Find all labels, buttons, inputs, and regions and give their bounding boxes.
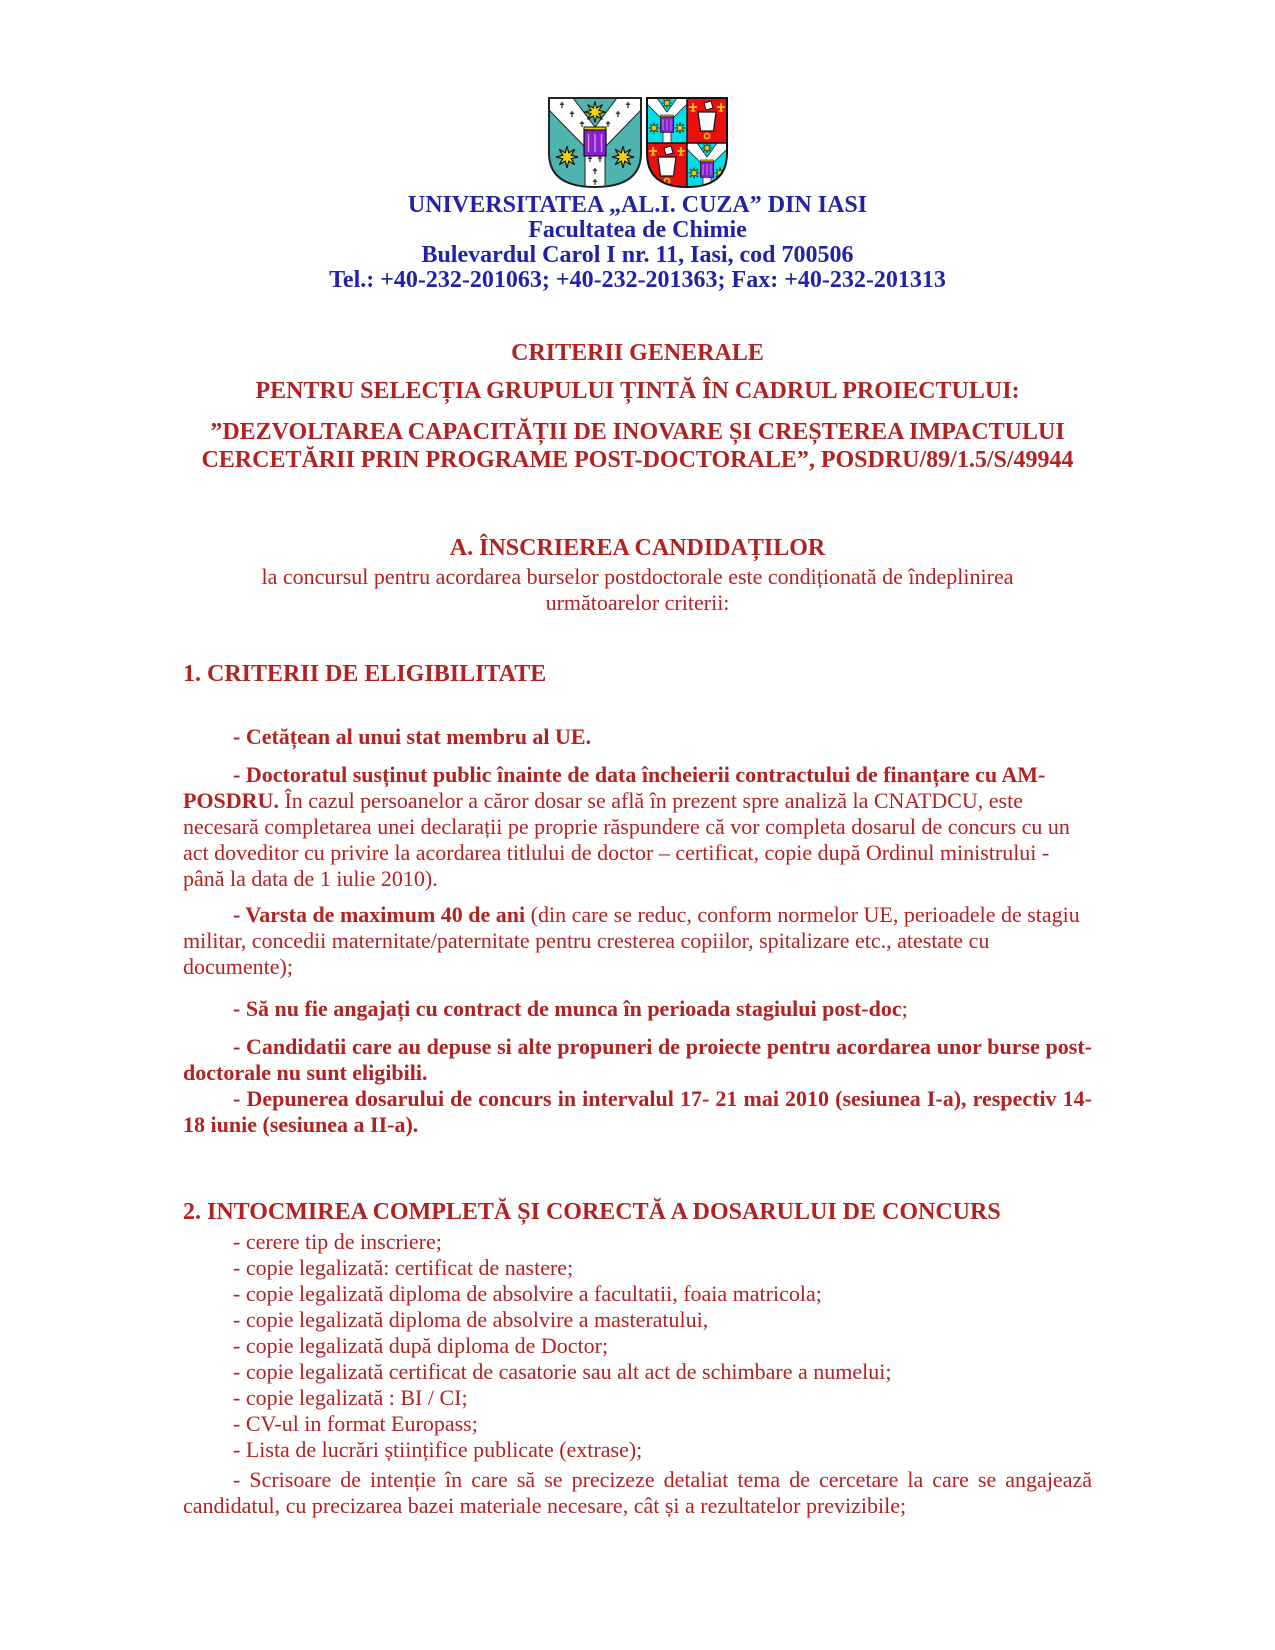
dossier-item-marriage-certificate: - copie legalizată certificat de casatorie sau alt act de schimbare a numelui;	[233, 1359, 892, 1384]
eligibility-item-doctorate	[183, 762, 1092, 892]
phone-fax-line: Tel.: +40-232-201063; +40-232-201363; Fax: +40-232-201313	[329, 267, 946, 293]
dossier-item-id-copy: - copie legalizată : BI / CI;	[233, 1385, 468, 1410]
eligibility-item-other-proposals	[183, 1034, 1092, 1086]
eligibility-item-contract-regular: ;	[901, 996, 908, 1021]
eligibility-item-doctorate-regular: În cazul persoanelor a căror dosar se află în prezent spre analiză la CNATDCU, este necesară completarea unei declarații pe proprie răspundere că vor completa dosarul de concurs cu un act doveditor cu privire la acordarea titlului de doctor – certificat, copie după Ordinul ministrului - până la data de 1 iulie 2010).	[183, 788, 1070, 891]
eligibility-item-contract-bold: - Să nu fie angajați cu contract de munca în perioada stagiului post-doc	[233, 996, 902, 1021]
section-2-heading: 2. INTOCMIREA COMPLETĂ ȘI CORECTĂ A DOSARULUI DE CONCURS	[183, 1199, 1001, 1225]
eligibility-item-deadline	[183, 1086, 1092, 1138]
eligibility-item-citizen-bold: - Cetățean al unui stat membru al UE.	[233, 724, 592, 749]
title-line-general: CRITERII GENERALE	[511, 340, 764, 366]
eligibility-item-other-proposals-bold: - Candidatii care au depuse si alte propuneri de proiecte pentru acordarea unor burse post-doctorale nu sunt eligibili.	[183, 1034, 1092, 1085]
dossier-item-intent-letter: - Scrisoare de intenție în care să se precizeze detaliat tema de cercetare la care se angajează candidatul, cu precizarea bazei materiale necesare, cât și a rezultatelor previzibile;	[183, 1467, 1092, 1518]
section-a-subtitle-2: următoarelor criterii:	[545, 590, 730, 615]
university-shield-icon	[547, 97, 643, 189]
dossier-item-application: - cerere tip de inscriere;	[233, 1229, 442, 1254]
dossier-item-publications: - Lista de lucrări științifice publicate (extrase);	[233, 1437, 643, 1462]
eligibility-item-age	[183, 902, 1092, 980]
section-a	[183, 534, 1092, 616]
section-a-subtitle-1: la concursul pentru acordarea burselor postdoctorale este condiționată de îndeplinirea	[261, 564, 1014, 589]
university-logo	[183, 97, 1092, 189]
section-a-heading: A. ÎNSCRIEREA CANDIDAȚILOR	[449, 535, 826, 561]
title-line-selection: PENTRU SELECȚIA GRUPULUI ȚINTĂ ÎN CADRUL PROIECTULUI:	[255, 378, 1020, 404]
document-title	[183, 339, 1092, 474]
dossier-item-master-diploma: - copie legalizată diploma de absolvire a masteratului,	[233, 1307, 709, 1332]
address-line: Bulevardul Carol I nr. 11, Iasi, cod 700506	[421, 242, 854, 268]
dossier-document-list	[183, 1229, 1092, 1463]
faculty-shield-icon	[646, 97, 728, 189]
faculty-name: Facultatea de Chimie	[528, 217, 747, 243]
eligibility-item-deadline-bold: - Depunerea dosarului de concurs in intervalul 17- 21 mai 2010 (sesiunea I-a), respectiv 14-18 iunie (sesiunea a II-a).	[183, 1086, 1092, 1137]
letterhead	[183, 193, 1092, 293]
title-line-project-1: ”DEZVOLTAREA CAPACITĂȚII DE INOVARE ȘI CREȘTEREA IMPACTULUI	[210, 419, 1065, 445]
title-line-project-2: CERCETĂRII PRIN PROGRAME POST-DOCTORALE”, POSDRU/89/1.5/S/49944	[201, 447, 1074, 473]
section-1-heading: 1. CRITERII DE ELIGIBILITATE	[183, 661, 547, 687]
university-name: UNIVERSITATEA „AL.I. CUZA” DIN IASI	[407, 192, 868, 218]
eligibility-item-citizen	[183, 724, 1092, 750]
dossier-item-birth-certificate: - copie legalizată: certificat de nastere;	[233, 1255, 574, 1280]
eligibility-item-age-regular: (din care se reduc, conform normelor UE, perioadele de stagiu militar, concedii maternitate/paternitate pentru cresterea copiilor, spitalizare etc., atestate cu documente);	[183, 902, 1080, 979]
eligibility-item-age-bold: - Varsta de maximum 40 de ani	[233, 902, 526, 927]
eligibility-item-doctorate-bold: - Doctoratul susținut public înainte de data încheierii contractului de finanțare cu AM-POSDRU.	[183, 762, 1046, 813]
eligibility-item-contract	[183, 996, 1092, 1022]
dossier-item-bachelor-diploma: - copie legalizată diploma de absolvire a facultatii, foaia matricola;	[233, 1281, 822, 1306]
dossier-item-doctor-diploma: - copie legalizată după diploma de Doctor;	[233, 1333, 609, 1358]
dossier-item-cv: - CV-ul in format Europass;	[233, 1411, 478, 1436]
